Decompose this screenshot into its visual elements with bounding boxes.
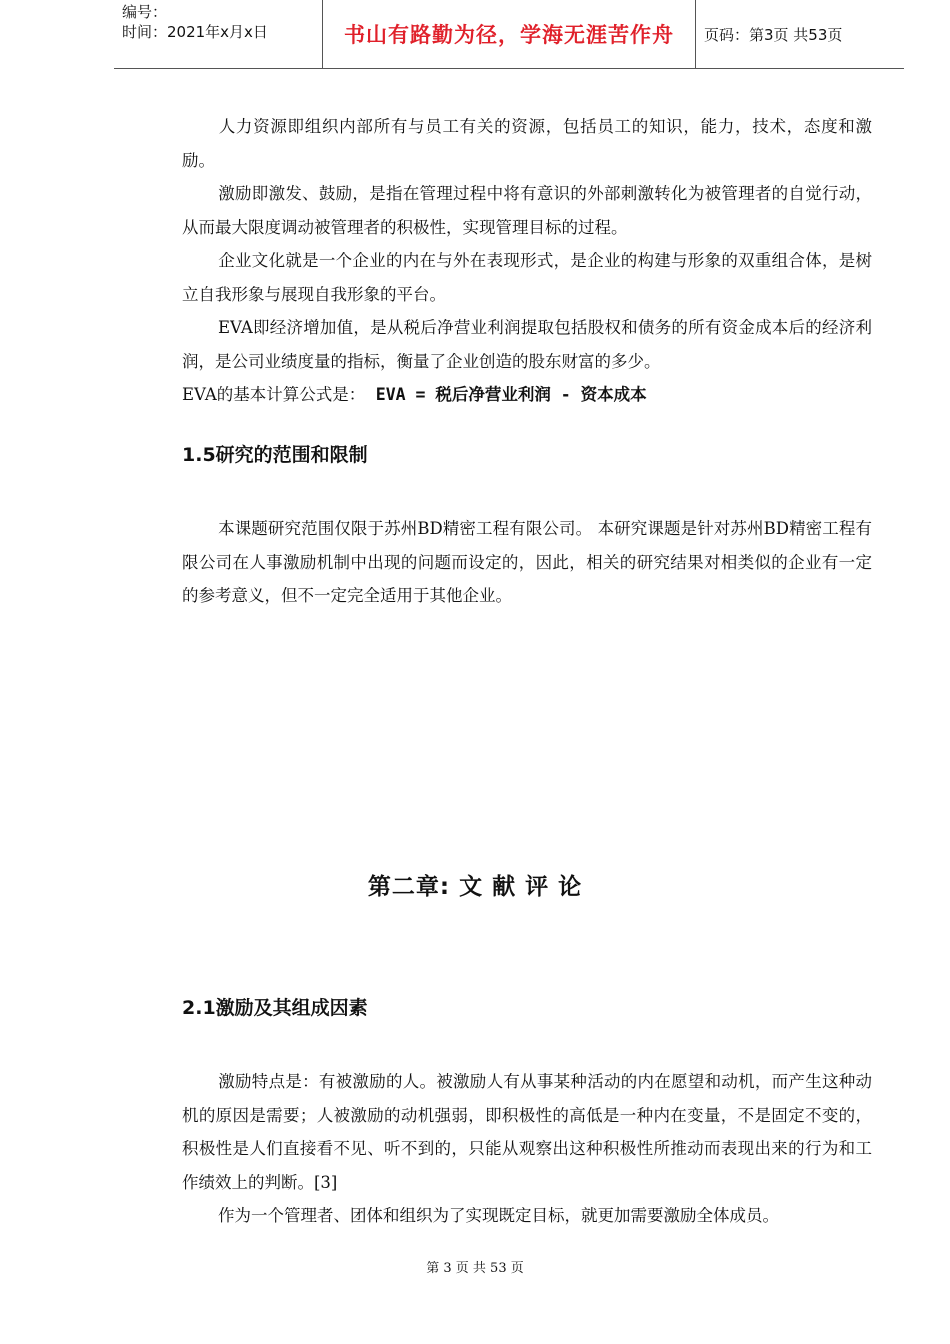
section-1-5: [182, 440, 872, 467]
paragraph: [182, 311, 872, 378]
formula-lead: EVA的基本计算公式是：: [182, 385, 366, 404]
paragraph-text: 企业文化就是一个企业的内在与外在表现形式，是企业的构建与形象的双重组合体，是树立自我形象与展现自我形象的平台。: [182, 251, 872, 304]
formula-line: [182, 378, 872, 412]
header-page-info: 页码：第3页 共53页: [704, 25, 843, 44]
header-meta: [114, 0, 322, 68]
section-heading: 1.5研究的范围和限制: [182, 444, 368, 466]
paragraph: [182, 1065, 872, 1199]
section-1-5-body: [182, 512, 872, 613]
document-number-label: 编号：: [122, 3, 168, 21]
paragraph: [182, 512, 872, 613]
paragraph-text: 人力资源即组织内部所有与员工有关的资源，包括员工的知识，能力，技术，态度和激励。: [182, 117, 872, 170]
paragraph-text: 激励即激发、鼓励，是指在管理过程中将有意识的外部刺激转化为被管理者的自觉行动，从而最大限度调动被管理者的积极性，实现管理目标的过程。: [182, 184, 872, 237]
paragraph-text: EVA即经济增加值，是从税后净营业利润提取包括股权和债务的所有资金成本后的经济利润，是公司业绩度量的指标，衡量了企业创造的股东财富的多少。: [182, 318, 872, 371]
paragraph-text: 本课题研究范围仅限于苏州BD精密工程有限公司。 本研究课题是针对苏州BD精密工程有限公司在人事激励机制中出现的问题而设定的，因此，相关的研究结果对相类似的企业有一定的参考意义，但不一定完全适用于其他企业。: [182, 519, 872, 605]
page-header: [114, 0, 904, 69]
paragraph: [182, 177, 872, 244]
page-footer: 第 3 页 共 53 页: [426, 1261, 524, 1276]
chapter-title: 第二章: 文 献 评 论: [367, 874, 583, 900]
eva-formula: EVA = 税后净营业利润 - 资本成本: [375, 385, 647, 404]
header-motto: 书山有路勤为径，学海无涯苦作舟: [322, 0, 696, 68]
document-date: 时间：2021年x月x日: [122, 23, 268, 41]
paragraph-text: 作为一个管理者、团体和组织为了实现既定目标，就更加需要激励全体成员。: [218, 1206, 779, 1225]
paragraph: [182, 1199, 872, 1233]
section-definitions: [182, 110, 872, 412]
section-2-1: [182, 993, 872, 1020]
section-2-1-body: [182, 1065, 872, 1233]
paragraph: [182, 110, 872, 177]
paragraph-text: 激励特点是：有被激励的人。被激励人有从事某种活动的内在愿望和动机，而产生这种动机的原因是需要；人被激励的动机强弱，即积极性的高低是一种内在变量，不是固定不变的，积极性是人们直接看不见、听不到的，只能从观察出这种积极性所推动而表现出来的行为和工作绩效上的判断。[3]: [182, 1072, 872, 1192]
section-heading: 2.1激励及其组成因素: [182, 997, 368, 1019]
paragraph: [182, 244, 872, 311]
